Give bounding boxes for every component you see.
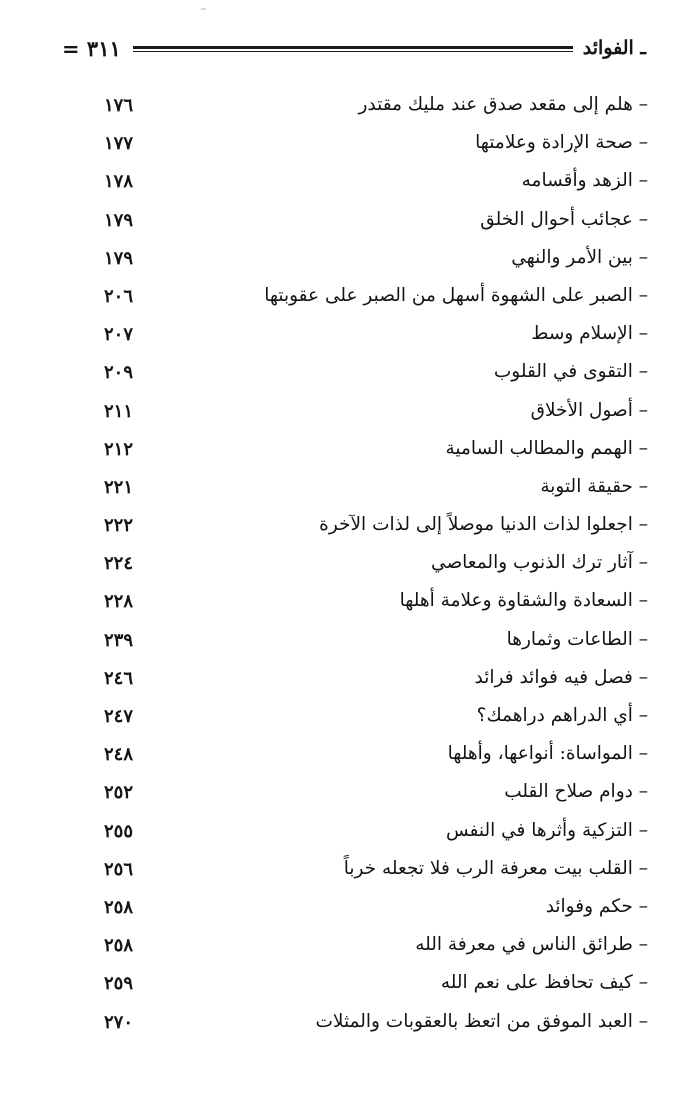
- toc-entry-title: – الزهد وأقسامه: [521, 170, 648, 192]
- toc-entry-title: – التزكية وأثرها في النفس: [445, 819, 648, 841]
- toc-entry-title: – القلب بيت معرفة الرب فلا تجعله خرباً: [343, 857, 648, 879]
- toc-entry-title: – الهمم والمطالب السامية: [445, 437, 648, 459]
- toc-entry[interactable]: [60, 88, 648, 126]
- toc-entry-title: – أصول الأخلاق: [530, 399, 648, 421]
- toc-entry-page: ٢٥٥: [104, 820, 134, 842]
- toc-entry-title: – عجائب أحوال الخلق: [480, 208, 648, 230]
- toc-entry-title: – السعادة والشقاوة وعلامة أهلها: [399, 590, 648, 612]
- page-header: [62, 36, 646, 60]
- page-number: ٣١١ =: [62, 35, 121, 61]
- toc-entry-title: – الإسلام وسط: [531, 323, 648, 345]
- toc-entry-page: ٢١١: [104, 400, 134, 422]
- toc-entry-page: ١٧٩: [104, 247, 134, 269]
- toc-entry-title: – دوام صلاح القلب: [504, 781, 648, 803]
- toc-entry-page: ٢٤٨: [104, 744, 134, 766]
- toc-entry-title: – اجعلوا لذات الدنيا موصلاً إلى لذات الآخرة: [319, 514, 648, 536]
- toc-entry-page: ٢٧٠: [104, 1011, 134, 1033]
- toc-entry-title: – صحة الإرادة وعلامتها: [475, 132, 648, 154]
- toc-entry-title: – العبد الموفق من اتعظ بالعقوبات والمثلات: [315, 1010, 648, 1032]
- toc-entry[interactable]: [60, 470, 648, 508]
- table-of-contents: [60, 88, 648, 1043]
- toc-entry-page: ١٧٨: [104, 171, 134, 193]
- toc-entry-title: – أي الدراهم دراهمك؟: [476, 705, 648, 726]
- toc-entry[interactable]: [60, 661, 648, 699]
- toc-entry[interactable]: [60, 966, 648, 1004]
- toc-entry-title: – بين الأمر والنهي: [511, 246, 648, 268]
- toc-entry-page: ٢٠٧: [104, 324, 134, 346]
- toc-entry[interactable]: [60, 890, 648, 928]
- toc-entry-page: ١٧٩: [104, 209, 134, 231]
- toc-entry-title: – حكم وفوائد: [545, 895, 648, 917]
- toc-entry-page: ٢٠٩: [104, 362, 134, 384]
- toc-entry-title: – التقوى في القلوب: [493, 361, 648, 383]
- toc-entry[interactable]: [60, 699, 648, 737]
- toc-entry[interactable]: [60, 737, 648, 775]
- toc-entry[interactable]: [60, 775, 648, 813]
- toc-entry-page: ٢٥٨: [104, 935, 134, 957]
- toc-entry-page: ٢٠٦: [104, 285, 134, 307]
- toc-entry[interactable]: [60, 394, 648, 432]
- running-title: ـ الفوائد: [582, 37, 646, 59]
- toc-entry-page: ٢٢٤: [104, 553, 134, 575]
- scan-mark: [201, 8, 206, 10]
- toc-entry[interactable]: [60, 355, 648, 393]
- toc-entry-page: ٢٥٩: [104, 973, 134, 995]
- toc-entry-page: ٢٣٩: [104, 629, 134, 651]
- toc-entry-title: – كيف تحافظ على نعم الله: [440, 972, 648, 994]
- toc-entry-title: – فصل فيه فوائد فرائد: [474, 666, 648, 688]
- toc-entry-page: ١٧٦: [104, 95, 134, 116]
- toc-entry[interactable]: [60, 279, 648, 317]
- toc-entry[interactable]: [60, 814, 648, 852]
- toc-entry-title: – هلم إلى مقعد صدق عند مليك مقتدر: [358, 94, 648, 115]
- toc-entry-title: – آثار ترك الذنوب والمعاصي: [431, 552, 648, 574]
- toc-entry-page: ٢٥٦: [104, 858, 134, 880]
- toc-entry[interactable]: [60, 546, 648, 584]
- toc-entry-page: ٢٥٢: [104, 782, 134, 804]
- toc-entry-page: ٢٢١: [104, 476, 134, 498]
- toc-entry[interactable]: [60, 241, 648, 279]
- toc-entry-page: ١٧٧: [104, 133, 134, 155]
- toc-entry[interactable]: [60, 126, 648, 164]
- toc-entry[interactable]: [60, 203, 648, 241]
- toc-entry[interactable]: [60, 508, 648, 546]
- toc-entry-title: – المواساة: أنواعها، وأهلها: [447, 743, 648, 765]
- toc-entry[interactable]: [60, 852, 648, 890]
- toc-entry-title: – الطاعات وثمارها: [506, 628, 648, 650]
- toc-entry-page: ٢١٢: [104, 438, 134, 460]
- toc-entry-title: – حقيقة التوبة: [540, 475, 648, 497]
- toc-entry-page: ٢٤٧: [104, 706, 134, 727]
- toc-entry[interactable]: [60, 623, 648, 661]
- toc-entry[interactable]: [60, 1005, 648, 1043]
- header-rule: [133, 46, 573, 52]
- toc-entry-title: – الصبر على الشهوة أسهل من الصبر على عقوبتها: [264, 284, 648, 306]
- toc-entry-page: ٢٥٨: [104, 896, 134, 918]
- toc-entry[interactable]: [60, 584, 648, 622]
- toc-entry-page: ٢٤٦: [104, 667, 134, 689]
- toc-entry-page: ٢٢٨: [104, 591, 134, 613]
- toc-entry[interactable]: [60, 317, 648, 355]
- toc-entry-title: – طرائق الناس في معرفة الله: [415, 934, 648, 956]
- toc-entry-page: ٢٢٢: [104, 515, 134, 537]
- toc-entry[interactable]: [60, 164, 648, 202]
- toc-entry[interactable]: [60, 432, 648, 470]
- toc-entry[interactable]: [60, 928, 648, 966]
